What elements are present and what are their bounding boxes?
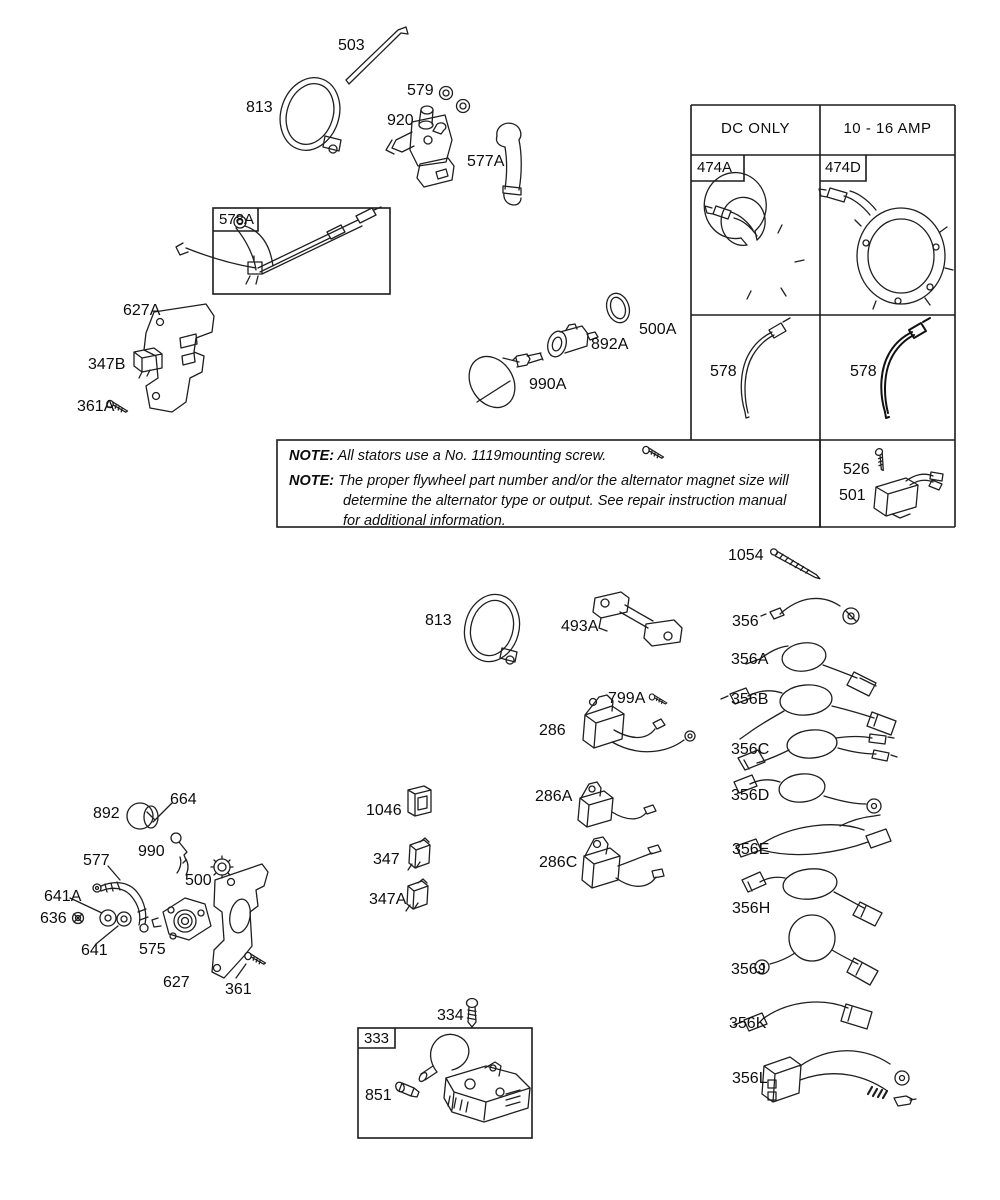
part-799A-screw-drawing	[649, 694, 667, 704]
part-label-578A: 578A	[219, 211, 255, 228]
part-label-1046: 1046	[366, 802, 402, 819]
part-label-813-top: 813	[246, 99, 273, 116]
note-text-2: The proper flywheel part number and/or the alternator magnet size will determine the alternator type or output. See repair instruction manual for additional information.	[338, 473, 789, 529]
part-641A-drawing	[100, 910, 116, 926]
part-526-drawing	[870, 447, 892, 471]
part-286A-drawing	[578, 782, 656, 827]
part-493A-drawing	[593, 592, 682, 646]
part-label-286C: 286C	[539, 854, 578, 871]
table-cell-label-474A: 474A	[697, 159, 733, 176]
part-500A-drawing	[603, 290, 633, 325]
part-503-drawing	[346, 27, 408, 84]
part-label-361: 361	[225, 981, 252, 998]
part-label-356: 356	[732, 613, 759, 630]
note-prefix-1: NOTE:	[289, 448, 335, 464]
part-label-627A: 627A	[123, 302, 161, 319]
part-label-333: 333	[364, 1030, 390, 1047]
part-label-577A: 577A	[467, 153, 505, 170]
part-label-641A: 641A	[44, 888, 82, 905]
part-label-577: 577	[83, 852, 110, 869]
table-cell-label-578-left: 578	[710, 363, 737, 380]
part-label-347: 347	[373, 851, 400, 868]
note-box-text	[289, 446, 804, 536]
part-627A-drawing	[144, 304, 214, 412]
part-label-799A: 799A	[608, 690, 646, 707]
part-474A-drawing	[704, 173, 804, 299]
part-813-top-drawing	[271, 70, 349, 158]
part-578-right-drawing	[881, 318, 930, 418]
part-label-500A: 500A	[639, 321, 677, 338]
part-578-left-drawing	[741, 318, 790, 418]
table-header-10-16-amp: 10 - 16 AMP	[843, 120, 932, 137]
part-label-356H: 356H	[732, 900, 771, 917]
part-label-526: 526	[843, 461, 870, 478]
part-636-drawing	[73, 913, 84, 924]
part-label-627: 627	[163, 974, 190, 991]
part-579-drawing	[440, 87, 470, 113]
part-label-356A: 356A	[731, 651, 769, 668]
part-990-drawing	[171, 833, 188, 875]
part-361-drawing	[245, 952, 266, 964]
part-1054-drawing	[769, 548, 823, 580]
part-label-356B: 356B	[731, 691, 769, 708]
table-header-dc-only: DC ONLY	[720, 120, 791, 137]
part-label-334: 334	[437, 1007, 464, 1024]
part-label-286A: 286A	[535, 788, 573, 805]
part-label-664: 664	[170, 791, 197, 808]
part-label-813-mid: 813	[425, 612, 452, 629]
note-prefix-2: NOTE:	[289, 473, 335, 489]
part-label-356L: 356L	[732, 1070, 768, 1087]
note-line-1	[289, 446, 804, 466]
part-501-drawing	[874, 472, 943, 518]
part-347A-drawing	[406, 879, 428, 911]
part-label-892A: 892A	[591, 336, 629, 353]
part-474D-drawing	[819, 188, 953, 309]
part-334-drawing	[467, 999, 478, 1028]
part-892-drawing	[127, 803, 158, 829]
note-text-1: All stators use a No. 1119mounting screw.	[337, 448, 607, 464]
table-cell-label-578-right: 578	[850, 363, 877, 380]
part-label-641: 641	[81, 942, 108, 959]
part-label-493A: 493A	[561, 618, 599, 635]
part-label-636: 636	[40, 910, 67, 927]
part-347-drawing	[408, 838, 430, 870]
part-label-347B: 347B	[88, 356, 126, 373]
part-label-356E: 356E	[732, 841, 770, 858]
part-label-500: 500	[185, 872, 212, 889]
part-851-drawing	[394, 1081, 419, 1097]
part-label-503: 503	[338, 37, 365, 54]
table-cell-label-474D: 474D	[825, 159, 861, 176]
part-label-892: 892	[93, 805, 120, 822]
part-label-851: 851	[365, 1087, 392, 1104]
part-label-347A: 347A	[369, 891, 407, 908]
leader-361	[236, 964, 246, 978]
note-line-2	[289, 471, 804, 531]
part-label-286: 286	[539, 722, 566, 739]
part-label-356D: 356D	[731, 787, 770, 804]
part-label-579: 579	[407, 82, 434, 99]
part-286C-drawing	[582, 837, 664, 888]
part-label-990A: 990A	[529, 376, 567, 393]
part-label-356J: 356J	[731, 961, 766, 978]
part-label-575: 575	[139, 941, 166, 958]
part-813-mid-drawing	[457, 588, 527, 668]
part-label-356C: 356C	[731, 741, 770, 758]
part-333-coil-drawing	[418, 1034, 530, 1122]
part-label-501: 501	[839, 487, 866, 504]
part-label-1054: 1054	[728, 547, 764, 564]
part-356-drawing	[761, 598, 859, 624]
part-label-920: 920	[387, 112, 414, 129]
part-label-990: 990	[138, 843, 165, 860]
part-641-drawing	[117, 912, 131, 926]
part-356J-drawing	[755, 915, 878, 985]
part-356L-drawing	[762, 1051, 916, 1106]
part-label-361A: 361A	[77, 398, 115, 415]
part-578A-drawing	[176, 207, 381, 284]
part-label-356K: 356K	[729, 1015, 767, 1032]
part-1046-drawing	[408, 786, 431, 816]
part-575-drawing	[152, 898, 211, 940]
